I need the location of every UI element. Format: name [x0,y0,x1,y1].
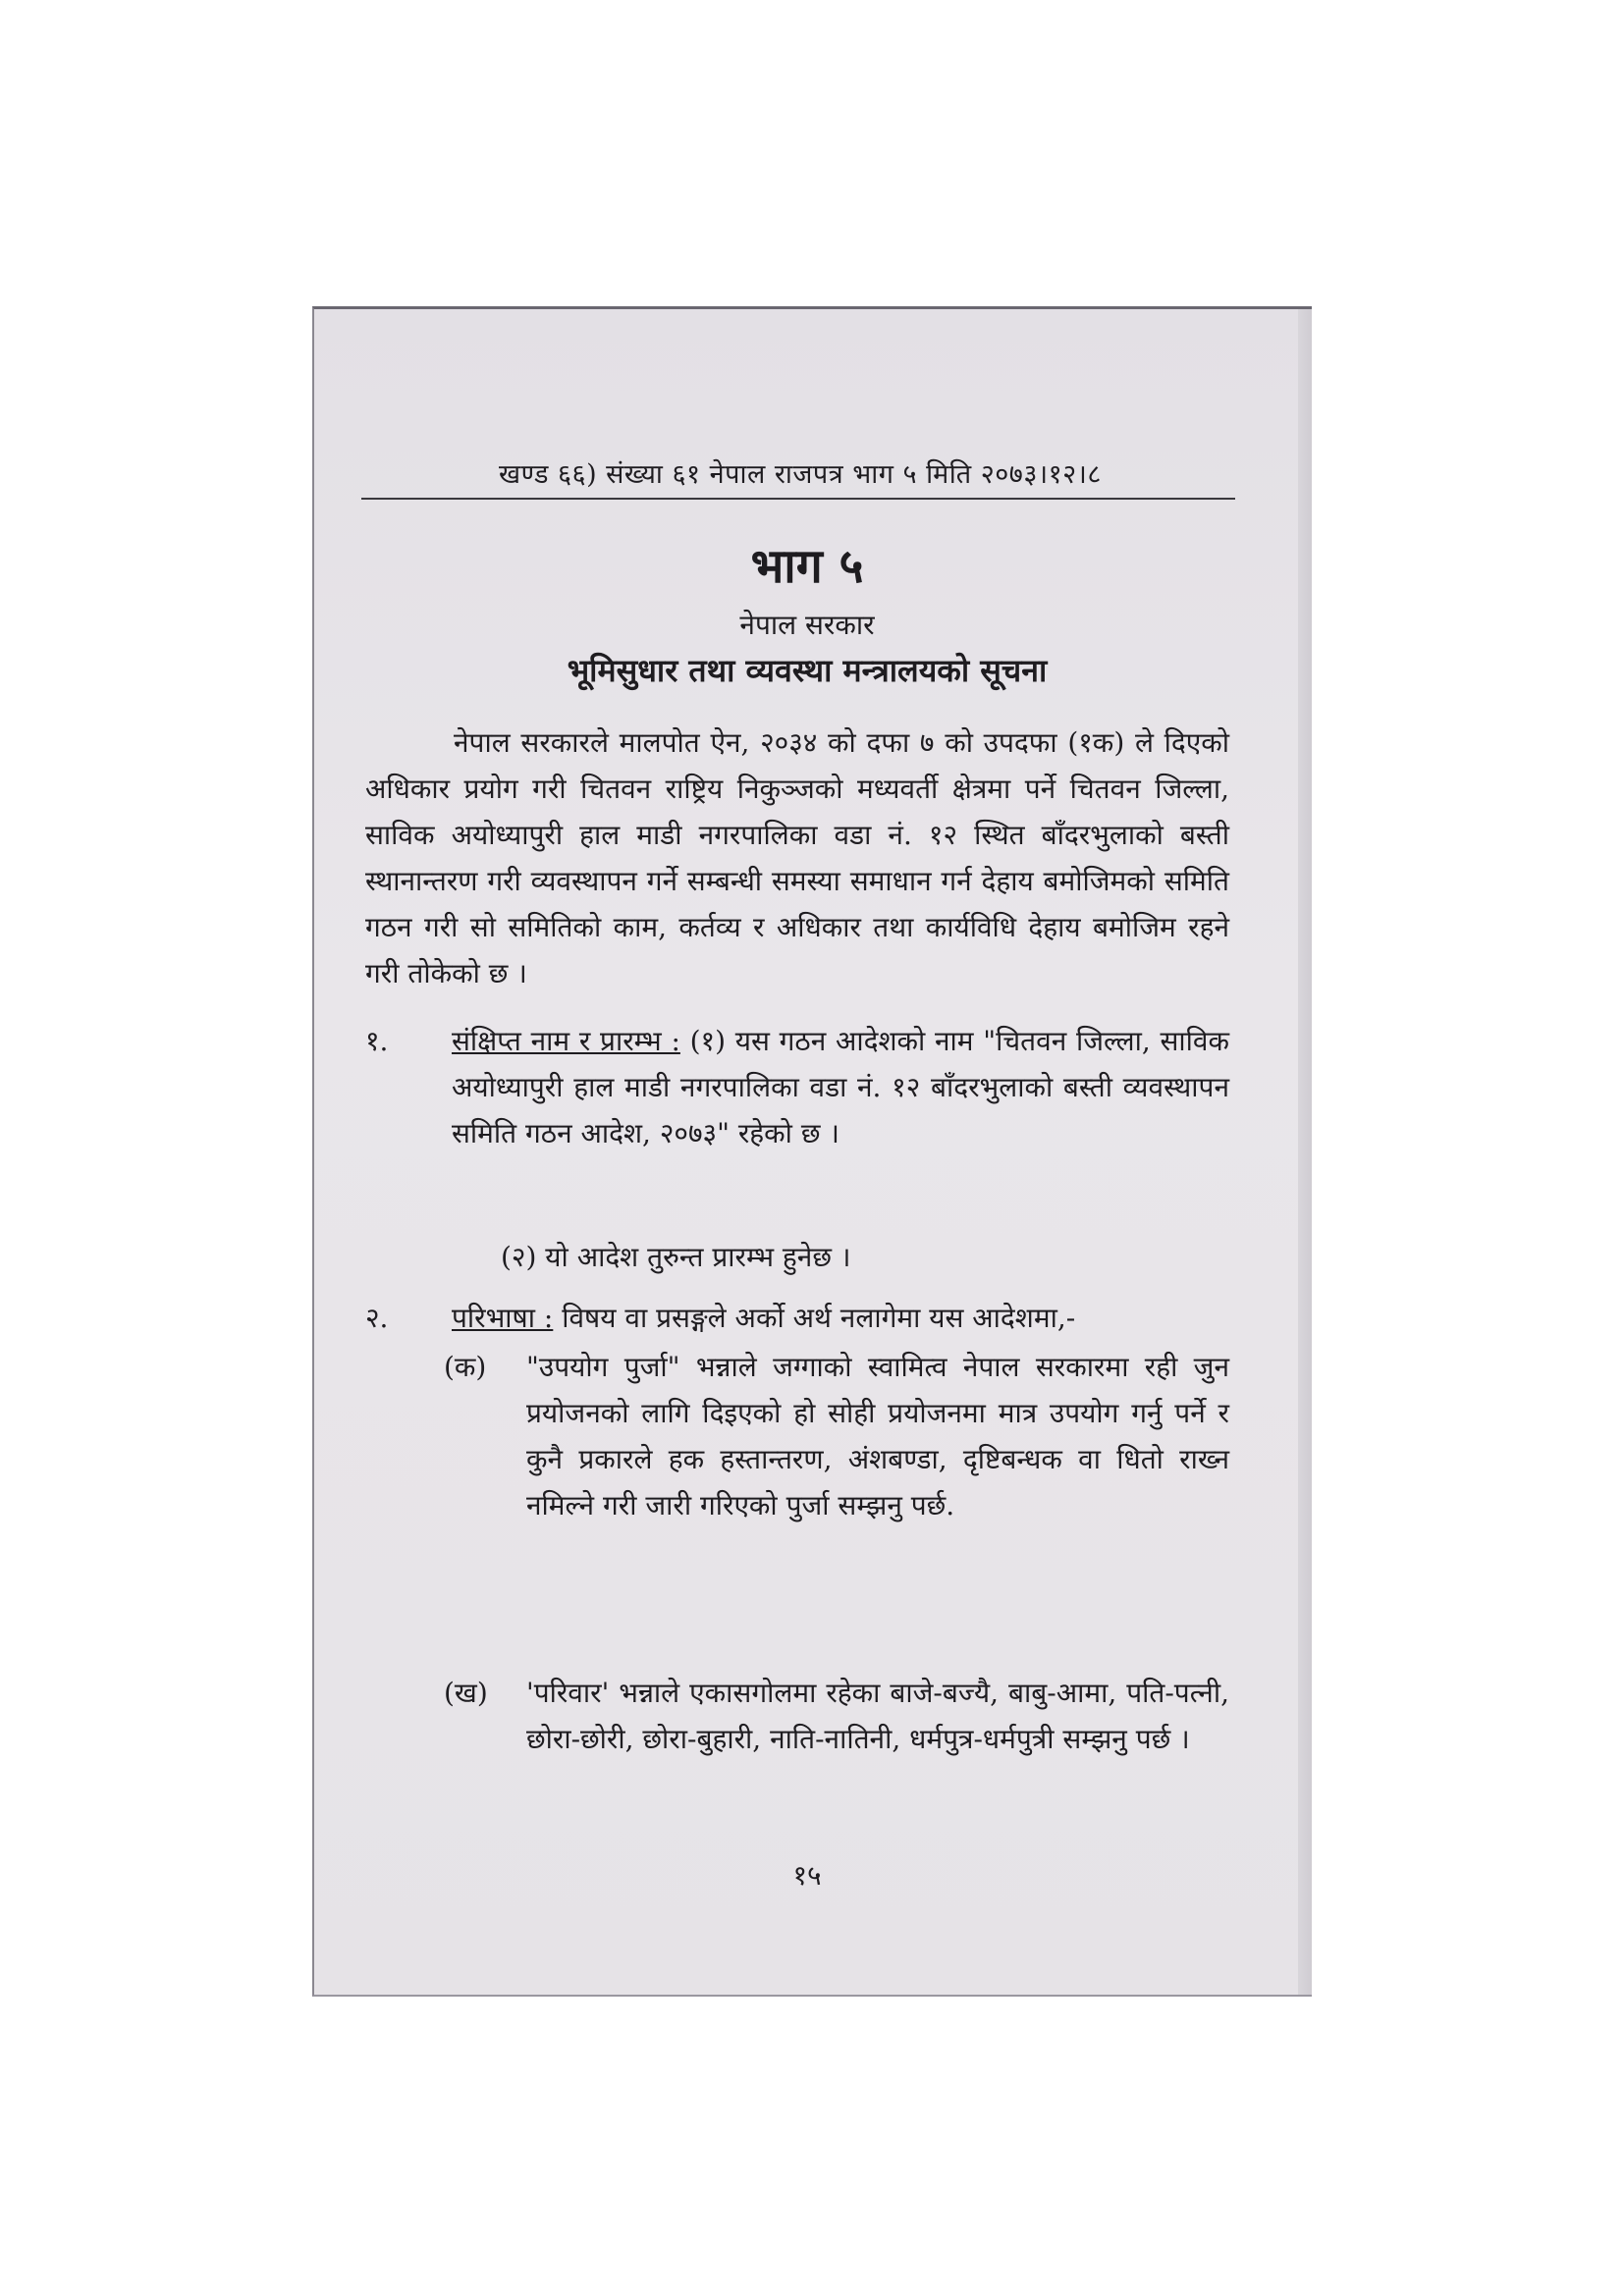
part-title: भाग ५ [750,539,864,594]
definition-label: (ख) [444,1677,488,1709]
clause-2 [365,1295,1229,1341]
notice-title: भूमिसुधार तथा व्यवस्था मन्त्रालयको सूचना [567,652,1048,689]
intro-paragraph: नेपाल सरकारले मालपोत ऐन, २०३४ को दफा ७ को उपदफा (१क) ले दिएको अधिकार प्रयोग गरी चितवन राष्ट्रिय निकुञ्जको मध्यवर्ती क्षेत्रमा पर्ने चितवन जिल्ला, साविक अयोध्यापुरी हाल माडी नगरपालिका वडा नं. १२ स्थित बाँदरभुलाको बस्ती स्थानान्तरण गरी व्यवस्थापन गर्ने सम्बन्धी समस्या समाधान गर्न देहाय बमोजिमको समिति गठन गरी सो समितिको काम, कर्तव्य र अधिकार तथा कार्यविधि देहाय बमोजिम रहने गरी तोकेको छ । [365,726,1229,989]
running-header: खण्ड ६६) संख्या ६१ नेपाल राजपत्र भाग ५ मिति २०७३।१२।८ [499,459,1102,490]
clause-body [452,1295,1229,1341]
definition-text: 'परिवार' भन्नाले एकासगोलमा रहेका बाजे-बज्यै, बाबु-आमा, पति-पत्नी, छोरा-छोरी, छोरा-बुहारी, नाति-नातिनी, धर्मपुत्र-धर्मपुत्री सम्झनु पर्छ । [526,1677,1229,1755]
clause-heading: परिभाषा : [452,1302,554,1334]
clause-text: विषय वा प्रसङ्गले अर्को अर्थ नलागेमा यस आदेशमा,- [553,1302,1076,1334]
header-divider [361,498,1235,500]
definition-label: (क) [444,1351,487,1383]
clause-1 [365,1018,1229,1156]
definition-text: "उपयोग पुर्जा" भन्नाले जग्गाको स्वामित्व नेपाल सरकारमा रही जुन प्रयोजनको लागि दिइएको हो सोही प्रयोजनमा मात्र उपयोग गर्नु पर्ने र कुनै प्रकारले हक हस्तान्तरण, अंशबण्डा, दृष्टिबन्धक वा धितो राख्न नमिल्ने गरी जारी गरिएको पुर्जा सम्झनु पर्छ. [526,1351,1229,1522]
clause-number: २. [365,1302,389,1334]
clause-body [452,1018,1229,1156]
page-number: १५ [792,1859,822,1892]
page-edge-shadow [1298,309,1312,1995]
definition-item [444,1670,1229,1762]
definition-item [444,1344,1229,1528]
document-page [312,306,1312,1997]
clause-1-subclause-2: (२) यो आदेश तुरुन्त प्रारम्भ हुनेछ । [501,1241,851,1273]
clause-number: १. [365,1025,389,1057]
government-name: नेपाल सरकार [739,609,875,641]
clause-heading: संक्षिप्त नाम र प्रारम्भ : [452,1025,680,1057]
clause-text: (१) यस गठन आदेशको नाम "चितवन जिल्ला, साविक अयोध्यापुरी हाल माडी नगरपालिका वडा नं. १२ बाँदरभुलाको बस्ती व्यवस्थापन समिति गठन आदेश, २०७३" रहेको छ । [452,1025,1229,1149]
